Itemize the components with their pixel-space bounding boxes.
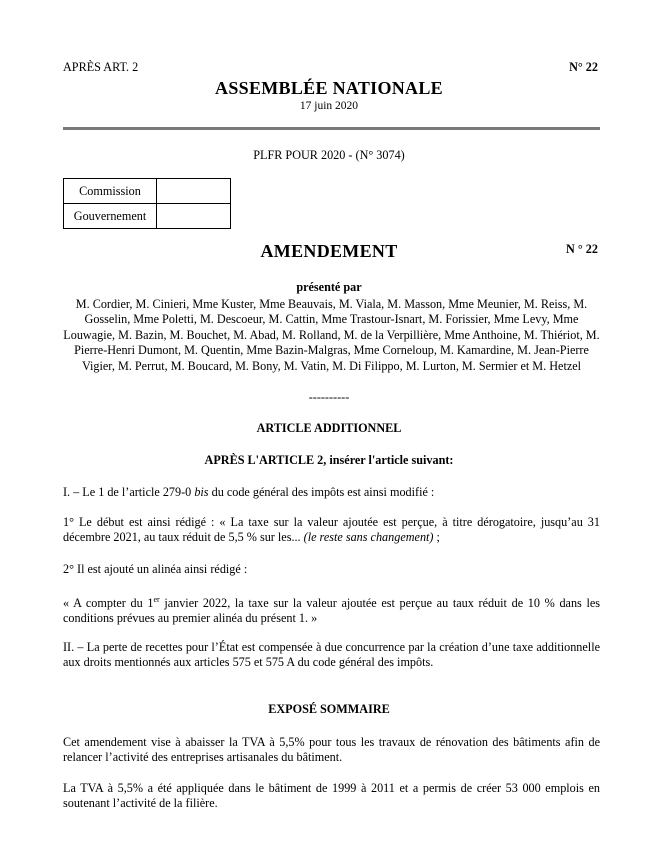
paragraph-4-superscript: er	[153, 595, 160, 604]
article-position: APRÈS ART. 2	[63, 60, 139, 74]
government-value	[157, 204, 231, 229]
article-heading: ARTICLE ADDITIONNEL	[256, 421, 402, 435]
paragraph-2-text-b: ;	[433, 530, 440, 545]
commission-label: Commission	[64, 179, 157, 204]
paragraph-3: 2° Il est ajouté un alinéa ainsi rédigé :	[63, 562, 248, 576]
paragraph-2	[63, 515, 600, 545]
header-amendment-number: N° 22	[569, 60, 598, 74]
paragraph-1-text-a: I. – Le 1 de l’article 279-0	[63, 485, 195, 499]
header-divider	[63, 127, 600, 130]
separator: ----------	[308, 390, 350, 404]
paragraph-2-emphasis: (le reste sans changement)	[303, 530, 434, 545]
summary-paragraph-2: La TVA à 5,5% a été appliquée dans le bâtiment de 1999 à 2011 et a permis de créer 53 000 emplois en soutenant l’activité de la filière.	[63, 781, 600, 811]
paragraph-1-text-b: du code général des impôts est ainsi modifié :	[208, 485, 435, 499]
commission-value	[157, 179, 231, 204]
paragraph-5: II. – La perte de recettes pour l’État est compensée à due concurrence par la création d’une taxe additionnelle aux droits mentionnés aux articles 575 et 575 A du code général des impôts.	[63, 640, 600, 670]
paragraph-2-text-a: 1° Le début est ainsi rédigé : « La taxe sur la valeur ajoutée est perçue, à titre dérogatoire, jusqu’au 31 décembre 2021, au taux réduit de 5,5 % sur les...	[63, 515, 600, 545]
amendment-title: AMENDEMENT	[260, 241, 398, 261]
summary-paragraph-1: Cet amendement vise à abaisser la TVA à 5,5% pour tous les travaux de rénovation des bâtiments afin de relancer l’activité des entreprises artisanales du bâtiment.	[63, 735, 600, 765]
assembly-title: ASSEMBLÉE NATIONALE	[215, 78, 443, 98]
review-table	[63, 178, 231, 229]
insert-instruction: APRÈS L'ARTICLE 2, insérer l'article suivant:	[204, 453, 454, 467]
paragraph-4-text-b: janvier 2022, la taxe sur la valeur ajoutée est perçue au taux réduit de 10 % dans les conditions prévues au premier alinéa du présent 1. »	[63, 596, 600, 626]
paragraph-1-emphasis: bis	[194, 485, 209, 499]
authors-list: M. Cordier, M. Cinieri, Mme Kuster, Mme Beauvais, M. Viala, M. Masson, Mme Meunier, M. Reiss, M. Gosselin, Mme Poletti, M. Descoeur, M. Cattin, Mme Trastour-Isnart, M. Forissier, Mme Levy, Mme Louwagie, M. Bazin, M. Bouchet, M. Abad, M. Rolland, M. de la Verpillière, Mme Anthoine, M. Thiériot, M. Pierre-Henri Dumont, M. Quentin, Mme Bazin-Malgras, Mme Corneloup, M. Kamardine, M. Jean-Pierre Vigier, M. Perrut, M. Boucard, M. Bony, M. Vatin, M. Di Filippo, M. Lurton, M. Sermier et M. Hetzel	[63, 297, 600, 373]
document-date: 17 juin 2020	[299, 100, 359, 112]
amendment-number: N ° 22	[566, 242, 598, 256]
paragraph-4-text-a: « A compter du 1	[63, 596, 154, 611]
paragraph-1	[63, 485, 600, 500]
bill-reference: PLFR POUR 2020 - (N° 3074)	[253, 148, 405, 162]
presented-by: présenté par	[296, 280, 362, 294]
paragraph-4	[63, 592, 600, 626]
summary-heading: EXPOSÉ SOMMAIRE	[268, 702, 390, 716]
table-row	[64, 179, 231, 204]
table-row	[64, 204, 231, 229]
government-label: Gouvernement	[64, 204, 157, 229]
